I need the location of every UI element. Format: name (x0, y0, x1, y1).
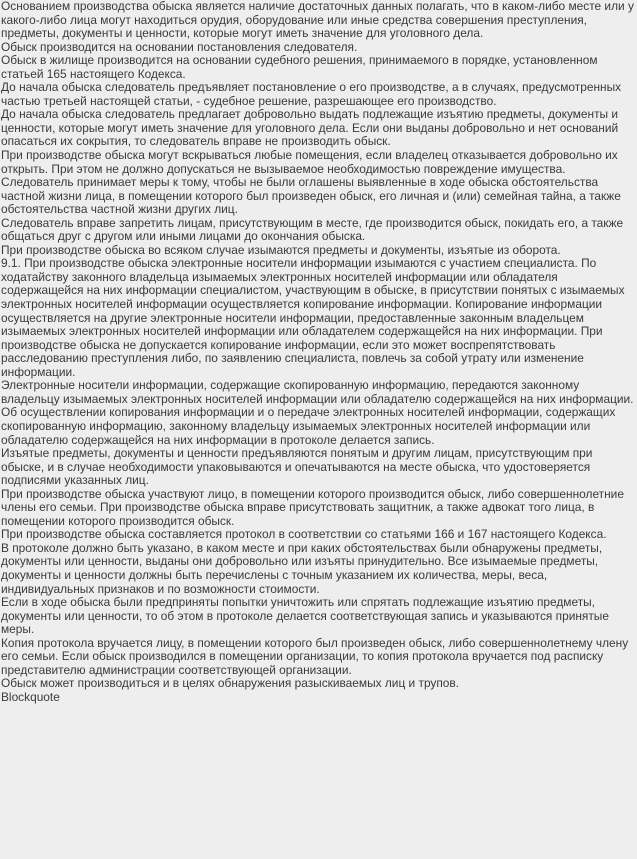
paragraph-1: Основанием производства обыска является наличие достаточных данных полагать, что в каком-либо месте или у какого-либо лица могут находиться орудия, оборудование или иные средства совершения преступления, предметы, документы и ценности, которые могут иметь значение для уголовного дела. (1, 0, 634, 41)
paragraph-6: При производстве обыска могут вскрываться любые помещения, если владелец отказывается добровольно их открыть. При этом не должно допускаться не вызываемое необходимостью повреждение имущества. (1, 148, 618, 176)
paragraph-14: При производстве обыска составляется протокол в соответствии со статьями 166 и 167 настоящего Кодекса. (1, 527, 607, 542)
paragraph-15: В протоколе должно быть указано, в каком месте и при каких обстоятельствах были обнаружены предметы, документы или ценности, выданы они добровольно или изъяты принудительно. Все изымаемые предметы, документы и ценности должны быть перечислены с точным указанием их количества, меры, веса, индивидуальных признаков и по возможности стоимости. (1, 540, 603, 596)
paragraph-13: При производстве обыска участвуют лицо, в помещении которого производится обыск, либо совершеннолетние члены его семьи. При производстве обыска вправе присутствовать защитник, а также адвокат того лица, в помещении которого производится обыск. (1, 486, 624, 528)
blockquote-label: Blockquote (1, 689, 60, 704)
paragraph-17: Копия протокола вручается лицу, в помещении которого был произведен обыск, либо совершеннолетнему члену его семьи. Если обыск производился в помещении организации, то копия протокола вручается под расписку представителю администрации соответствующей организации. (1, 635, 629, 677)
paragraph-16: Если в ходе обыска были предприняты попытки уничтожить или спрятать подлежащие изъятию предметы, документы или ценности, то об этом в протоколе делается соответствующая запись и указываются принятые меры. (1, 595, 609, 637)
paragraph-8: Следователь вправе запретить лицам, присутствующим в месте, где производится обыск, покидать его, а также общаться друг с другом или иными лицами до окончания обыска. (1, 215, 624, 244)
paragraph-10: 9.1. При производстве обыска электронные носители информации изымаются с участием специалиста. По ходатайству законного владельца изымаемых электронных носителей информации или обладателя содержащейся на них информации специалистом, участвующим в обыске, в присутствии понятых с изымаемых электронных носителей информации осуществляется копирование информации. Копирование информации осуществляется на другие электронные носители информации, предоставленные законным владельцем изымаемых электронных носителей информации или обладателем содержащейся на них информации. При производстве обыска не допускается копирование информации, если это может воспрепятствовать расследованию преступления либо, по заявлению специалиста, повлечь за собой утрату или изменение информации. (1, 256, 625, 379)
paragraph-2: Обыск производится на основании постановления следователя. (1, 39, 358, 54)
paragraph-5: До начала обыска следователь предлагает добровольно выдать подлежащие изъятию предметы, документы и ценности, которые могут иметь значение для уголовного дела. Если они выданы добровольно и нет оснований опасаться их сокрытия, то следователь вправе не производить обыск. (1, 107, 619, 149)
paragraph-7: Следователь принимает меры к тому, чтобы не были оглашены выявленные в ходе обыска обстоятельства частной жизни лица, в помещении которого был произведен обыск, его личная и (или) семейная тайна, а также обстоятельства частной жизни других лиц. (1, 175, 621, 217)
paragraph-3: Обыск в жилище производится на основании судебного решения, принимаемого в порядке, установленном статьей 165 настоящего Кодекса. (1, 53, 598, 81)
paragraph-12: Изъятые предметы, документы и ценности предъявляются понятым и другим лицам, присутствующим при обыске, и в случае необходимости упаковываются и опечатываются на месте обыска, что удостоверяется подписями указанных лиц. (1, 446, 593, 488)
paragraph-18: Обыск может производиться и в целях обнаружения разыскиваемых лиц и трупов. (1, 676, 460, 691)
paragraph-9: При производстве обыска во всяком случае изымаются предметы и документы, изъятые из оборота. (1, 242, 561, 257)
paragraph-11: Электронные носители информации, содержащие скопированную информацию, передаются законному владельцу изымаемых электронных носителей информации или обладателю содержащейся на них информации. Об осуществлении копирования информации и о передаче электронных носителей информации, содержащих скопированную информацию, законному владельцу изымаемых электронных носителей информации или обладателю содержащейся на них информации в протоколе делается запись. (1, 378, 634, 447)
paragraph-4: До начала обыска следователь предъявляет постановление о его производстве, а в случаях, предусмотренных частью третьей настоящей статьи, - судебное решение, разрешающее его производство. (1, 80, 622, 108)
